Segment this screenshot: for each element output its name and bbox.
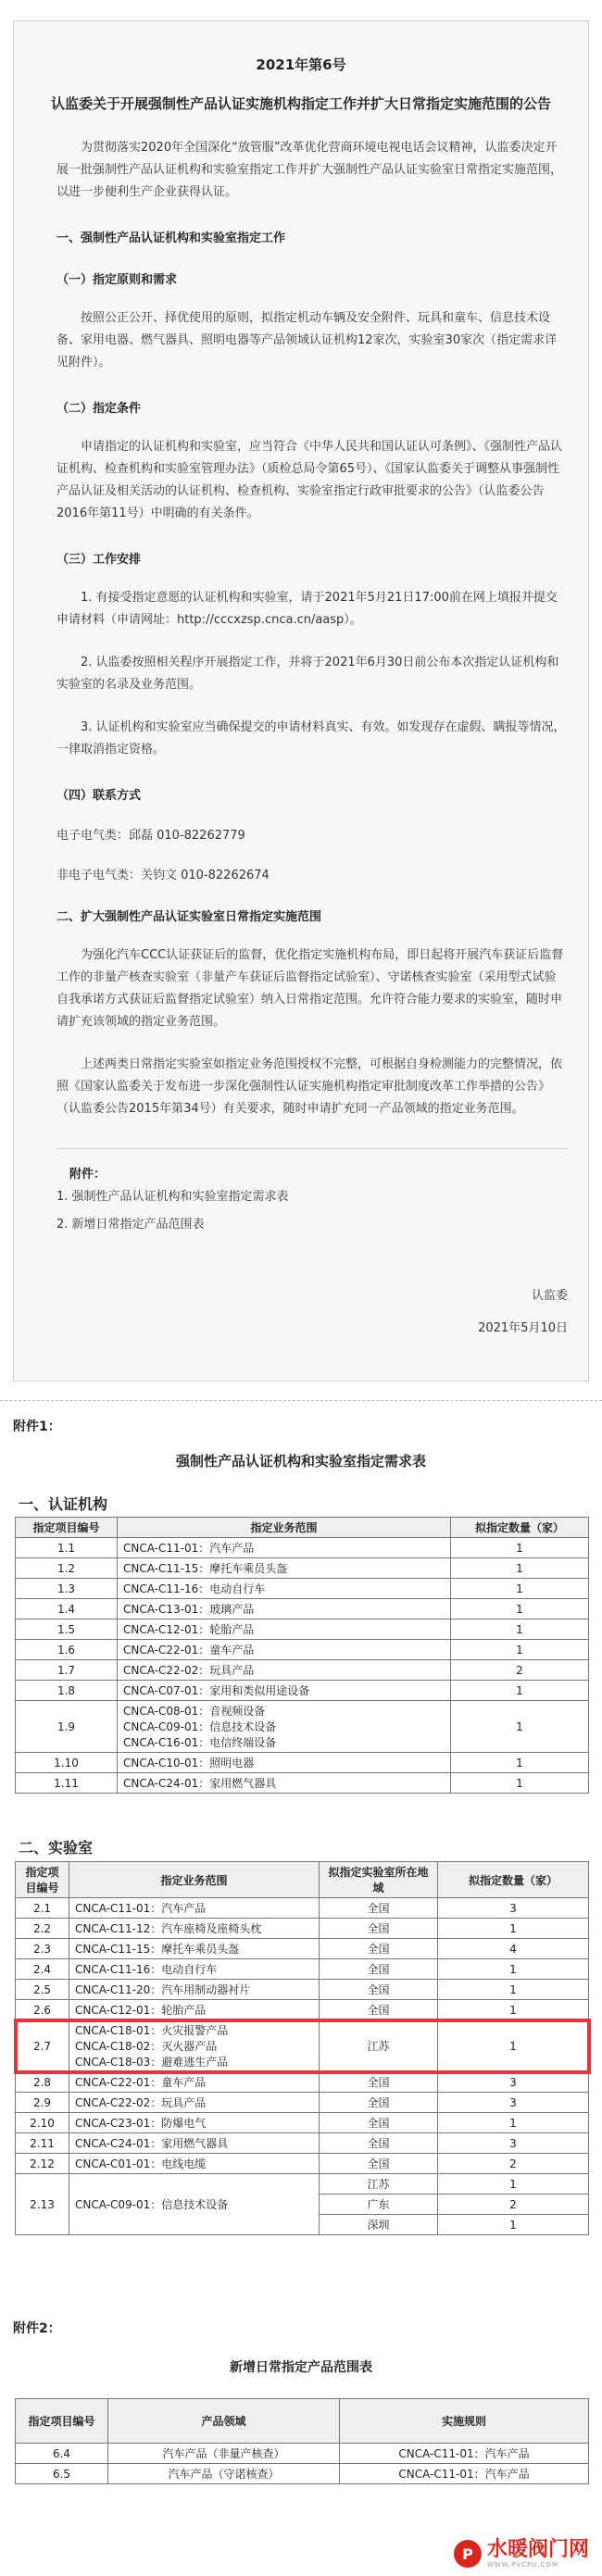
- scope-cell: [118, 1701, 451, 1753]
- count-cell: 1: [451, 1619, 589, 1640]
- region-cell: 全国: [320, 1919, 438, 1939]
- count-cell: 4: [438, 1939, 589, 1959]
- table-row: [16, 2133, 589, 2154]
- item-number-cell: 1.9: [16, 1701, 118, 1753]
- count-cell: 1: [438, 2215, 589, 2235]
- region-cell: 全国: [320, 1980, 438, 2000]
- item-number-cell: 2.4: [16, 1959, 69, 1980]
- column-header: 实施规则: [340, 2399, 589, 2444]
- table-row: [16, 1619, 589, 1640]
- scope-line: CNCA-C08-01：音视频设备: [123, 1705, 266, 1718]
- signature: 认监委: [531, 1289, 568, 1303]
- scope-cell: [69, 2000, 320, 2020]
- scope-cell: [69, 1980, 320, 2000]
- watermark-url: WWW.PVCPU.COM: [486, 2561, 559, 2569]
- scope-line: CNCA-C10-01：照明电器: [123, 1757, 255, 1769]
- scope-line: CNCA-C12-01：轮胎产品: [75, 2004, 207, 2017]
- scope-line: CNCA-C12-01：轮胎产品: [123, 1623, 255, 1636]
- scope-line: CNCA-C22-02：玩具产品: [123, 1664, 255, 1677]
- count-cell: 1: [451, 1579, 589, 1599]
- scope-cell: [118, 1538, 451, 1558]
- table-row: [16, 1701, 589, 1753]
- item-number-cell: 2.3: [16, 1939, 69, 1959]
- table-row: [16, 2444, 589, 2464]
- item-number-cell: 1.6: [16, 1640, 118, 1660]
- table-row: [16, 2113, 589, 2133]
- count-cell: 2: [451, 1660, 589, 1681]
- region-cell: 全国: [320, 2093, 438, 2113]
- item-number-cell: 2.5: [16, 1980, 69, 2000]
- table-row: [16, 2174, 589, 2195]
- subsection-1-1-text: 按照公正公开、择优使用的原则，拟指定机动车辆及安全附件、玩具和童车、信息技术设备、家用电器、燃气器具、照明电器等产品领域认证机构12家次，实验室30家次（指定需求详见附件）。: [56, 311, 558, 369]
- attachment-2-title: 新增日常指定产品范围表: [230, 2360, 372, 2375]
- contact-electrical: 电子电气类：邱磊 010-82262779: [56, 829, 245, 843]
- region-cell: 深圳: [320, 2215, 438, 2235]
- count-cell: 1: [438, 1980, 589, 2000]
- scope-line: CNCA-C18-03：避难逃生产品: [75, 2056, 229, 2069]
- count-cell: 1: [438, 2000, 589, 2020]
- region-cell: 全国: [320, 1898, 438, 1919]
- count-cell: 1: [451, 1681, 589, 1701]
- watermark-logo-icon: P: [454, 2540, 482, 2568]
- item-number-cell: 2.8: [16, 2072, 69, 2093]
- scope-line: CNCA-C11-16：电动自行车: [123, 1582, 266, 1595]
- region-cell: 江苏: [320, 2174, 438, 2195]
- count-cell: 1: [438, 2020, 589, 2072]
- scope-line: CNCA-C24-01：家用燃气器具: [123, 1777, 277, 1790]
- scope-cell: [118, 1660, 451, 1681]
- section-2-text-1: 为强化汽车CCC认证获证后的监督，优化指定实施机构布局，即日起将开展汽车获证后监督工作的非量产核查实验室（非量产车获证后监督指定试验室）、守诺核查实验室（采用型式试验自我承诺方式获证后监督指定试验室）纳入日常指定范围。允许符合能力要求的实验室，随时申请扩充该领域的指定业务范围。: [56, 948, 564, 1029]
- table-row: [16, 1980, 589, 2000]
- scope-cell: [69, 2113, 320, 2133]
- scope-line: CNCA-C07-01：家用和类似用途设备: [123, 1684, 310, 1697]
- scope-cell: [118, 1681, 451, 1701]
- scope-line: CNCA-C18-01：火灾报警产品: [75, 2024, 229, 2037]
- intro-paragraph: 为贯彻落实2020年全国深化“放管服”改革优化营商环境电视电话会议精神，认监委决定开展一批强制性产品认证机构和实验室指定工作并扩大强制性产品认证实验室日常指定实施范围，以进一步便利生产企业获得认证。: [56, 141, 563, 199]
- cert-body-section-label: 一、认证机构: [19, 1495, 108, 1513]
- count-cell: 3: [438, 2133, 589, 2154]
- section-1-heading: 一、强制性产品认证机构和实验室指定工作: [56, 231, 286, 245]
- attachment-1-label: 附件1：: [13, 1419, 61, 1434]
- column-header: 拟指定数量（家）: [451, 1518, 589, 1538]
- table-row: [16, 1898, 589, 1919]
- item-number-cell: 2.11: [16, 2133, 69, 2154]
- attachment-1-title: 强制性产品认证机构和实验室指定需求表: [175, 1453, 426, 1469]
- column-header: 拟指定数量（家）: [438, 1862, 589, 1898]
- column-header: 拟指定实验室所在地域: [320, 1862, 438, 1898]
- count-cell: 1: [438, 2174, 589, 2195]
- count-cell: 1: [451, 1558, 589, 1579]
- item-number-cell: 1.3: [16, 1579, 118, 1599]
- table-row: [16, 1919, 589, 1939]
- scope-cell: [69, 1959, 320, 1980]
- rule-cell: CNCA-C11-01：汽车产品: [340, 2444, 589, 2464]
- subsection-1-2-text: 申请指定的认证机构和实验室，应当符合《中华人民共和国认证认可条例》、《强制性产品认证机构、检查机构和实验室管理办法》（质检总局令第65号）、《国家认监委关于调整从事强制性产品认证及相关活动的认证机构、检查机构、实验室指定行政审批要求的公告》（认监委公告2016年第11号）中明确的有关条件。: [56, 440, 563, 520]
- notice-date: 2021年5月10日: [478, 1321, 568, 1335]
- scope-cell: [118, 1558, 451, 1579]
- table-row: [16, 1773, 589, 1794]
- table-row: [16, 2464, 589, 2484]
- scope-line: CNCA-C22-01：童车产品: [123, 1644, 255, 1657]
- scope-line: CNCA-C24-01：家用燃气器具: [75, 2137, 229, 2150]
- new-scope-table: [15, 2398, 589, 2484]
- item-number-cell: 2.7: [16, 2020, 69, 2072]
- subsection-1-4-heading: （四）联系方式: [56, 789, 142, 803]
- attachment-2-label: 附件2：: [13, 2321, 61, 2336]
- count-cell: 2: [438, 2154, 589, 2174]
- attachments-heading: 附件：: [69, 1168, 107, 1182]
- attachment-link-1: 1. 强制性产品认证机构和实验室指定需求表: [56, 1190, 289, 1204]
- count-cell: 3: [438, 2072, 589, 2093]
- watermark-text: 水暖阀门网: [486, 2538, 589, 2561]
- table-row: [16, 2072, 589, 2093]
- table-header-row: [16, 2399, 589, 2444]
- region-cell: 全国: [320, 1959, 438, 1980]
- lab-section-label: 二、实验室: [19, 1839, 94, 1857]
- field-cell: 汽车产品（非量产核查）: [108, 2444, 340, 2464]
- scope-cell: [69, 2154, 320, 2174]
- scope-line: CNCA-C11-16：电动自行车: [75, 1963, 218, 1976]
- scope-cell: [69, 1898, 320, 1919]
- column-header: 产品领域: [108, 2399, 340, 2444]
- scope-line: CNCA-C11-01：汽车产品: [75, 1902, 207, 1915]
- divider: [0, 1400, 602, 1401]
- table-row: [16, 1538, 589, 1558]
- column-header: 指定业务范围: [118, 1518, 451, 1538]
- scope-cell: [118, 1753, 451, 1773]
- item-number-cell: 1.4: [16, 1599, 118, 1619]
- region-cell: 全国: [320, 1939, 438, 1959]
- scope-cell: [69, 2133, 320, 2154]
- arrangement-item-2: 2. 认监委按照相关程序开展指定工作，并将于2021年6月30日前公布本次指定认证机构和实验室的名录及业务范围。: [56, 656, 559, 692]
- item-number-cell: 1.10: [16, 1753, 118, 1773]
- count-cell: 3: [438, 1898, 589, 1919]
- scope-cell: [118, 1773, 451, 1794]
- item-number-cell: 2.13: [16, 2174, 69, 2235]
- item-number-cell: 2.6: [16, 2000, 69, 2020]
- cert-body-table: [15, 1517, 589, 1794]
- item-number-cell: 2.2: [16, 1919, 69, 1939]
- scope-line: CNCA-C23-01：防爆电气: [75, 2117, 207, 2130]
- count-cell: 1: [438, 2113, 589, 2133]
- notice-title: 认监委关于开展强制性产品认证实施机构指定工作并扩大日常指定实施范围的公告: [50, 95, 551, 112]
- column-header: 指定业务范围: [69, 1862, 320, 1898]
- table-header-row: [16, 1862, 589, 1898]
- table-row: [16, 1681, 589, 1701]
- scope-cell: [118, 1640, 451, 1660]
- lab-table: [15, 1861, 589, 2235]
- item-number-cell: 1.7: [16, 1660, 118, 1681]
- count-cell: 3: [438, 2093, 589, 2113]
- table-row: [16, 1959, 589, 1980]
- table-row: [16, 1599, 589, 1619]
- subsection-1-2-heading: （二）指定条件: [56, 402, 142, 416]
- section-2-text-2: 上述两类日常指定实验室如指定业务范围授权不完整，可根据自身检测能力的完整情况，依照《国家认监委关于发布进一步深化强制性认证实施机构指定审批制度改革工作举措的公告》（认监委公告2015年第34号）有关要求，随时申请扩充同一产品领域的指定业务范围。: [56, 1057, 563, 1116]
- table-row: [16, 1558, 589, 1579]
- item-number-cell: 1.2: [16, 1558, 118, 1579]
- item-number-cell: 6.5: [16, 2464, 108, 2484]
- region-cell: 广东: [320, 2195, 438, 2215]
- rule-cell: CNCA-C11-01：汽车产品: [340, 2464, 589, 2484]
- count-cell: 1: [451, 1753, 589, 1773]
- table-row: [16, 1939, 589, 1959]
- table-row: [16, 2093, 589, 2113]
- region-cell: 全国: [320, 2113, 438, 2133]
- item-number-cell: 2.12: [16, 2154, 69, 2174]
- scope-line: CNCA-C13-01：玻璃产品: [123, 1603, 255, 1616]
- scope-line: CNCA-C01-01：电线电缆: [75, 2157, 207, 2170]
- region-cell: 全国: [320, 2133, 438, 2154]
- scope-line: CNCA-C22-01：童车产品: [75, 2076, 207, 2089]
- column-header: 指定项目编号: [16, 1518, 118, 1538]
- table-row: [16, 2020, 589, 2072]
- table-row: [16, 2154, 589, 2174]
- scope-cell: [69, 2093, 320, 2113]
- region-cell: 全国: [320, 2154, 438, 2174]
- item-number-cell: 1.1: [16, 1538, 118, 1558]
- table-row: [16, 1753, 589, 1773]
- count-cell: 1: [451, 1773, 589, 1794]
- count-cell: 1: [451, 1599, 589, 1619]
- item-number-cell: 6.4: [16, 2444, 108, 2464]
- site-watermark: [454, 2539, 589, 2569]
- field-cell: 汽车产品（守诺核查）: [108, 2464, 340, 2484]
- scope-line: CNCA-C11-20：汽车用制动器衬片: [75, 1983, 251, 1996]
- contact-non-electrical: 非电子电气类：关钧文 010-82262674: [56, 869, 270, 882]
- scope-cell: [118, 1599, 451, 1619]
- item-number-cell: 2.1: [16, 1898, 69, 1919]
- scope-line: CNCA-C09-01：信息技术设备: [123, 1720, 277, 1733]
- scope-line: CNCA-C16-01：电信终端设备: [123, 1736, 277, 1749]
- scope-cell: [69, 2174, 320, 2235]
- scope-line: CNCA-C11-01：汽车产品: [123, 1542, 255, 1555]
- column-header: 指定项目编号: [16, 1862, 69, 1898]
- count-cell: 1: [451, 1538, 589, 1558]
- item-number-cell: 2.10: [16, 2113, 69, 2133]
- table-row: [16, 1640, 589, 1660]
- region-cell: 全国: [320, 2072, 438, 2093]
- region-cell: 江苏: [320, 2020, 438, 2072]
- region-cell: 全国: [320, 2000, 438, 2020]
- count-cell: 1: [438, 1919, 589, 1939]
- table-row: [16, 1579, 589, 1599]
- scope-cell: [69, 2020, 320, 2072]
- scope-cell: [118, 1619, 451, 1640]
- count-cell: 1: [451, 1640, 589, 1660]
- table-header-row: [16, 1518, 589, 1538]
- attachments-box: [56, 1148, 568, 1237]
- arrangement-item-3: 3. 认证机构和实验室应当确保提交的申请材料真实、有效。如发现存在虚假、瞒报等情况，一律取消指定资格。: [56, 720, 566, 757]
- subsection-1-1-heading: （一）指定原则和需求: [56, 273, 178, 287]
- scope-cell: [69, 2072, 320, 2093]
- scope-cell: [69, 1939, 320, 1959]
- scope-cell: [118, 1579, 451, 1599]
- item-number-cell: 2.9: [16, 2093, 69, 2113]
- item-number-cell: 1.5: [16, 1619, 118, 1640]
- table-row: [16, 2000, 589, 2020]
- scope-line: CNCA-C11-15：摩托车乘员头盔: [75, 1943, 240, 1956]
- count-cell: 1: [438, 1959, 589, 1980]
- scope-line: CNCA-C18-02：灭火器产品: [75, 2040, 218, 2053]
- scope-line: CNCA-C09-01：信息技术设备: [75, 2198, 229, 2211]
- scope-line: CNCA-C11-15：摩托车乘员头盔: [123, 1562, 288, 1575]
- count-cell: 1: [451, 1701, 589, 1753]
- item-number-cell: 1.8: [16, 1681, 118, 1701]
- column-header: 指定项目编号: [16, 2399, 108, 2444]
- item-number-cell: 1.11: [16, 1773, 118, 1794]
- scope-line: CNCA-C11-12：汽车座椅及座椅头枕: [75, 1922, 262, 1935]
- scope-line: CNCA-C22-02：玩具产品: [75, 2096, 207, 2109]
- announcement-card: [13, 20, 589, 1382]
- count-cell: 2: [438, 2195, 589, 2215]
- notice-number: 2021年第6号: [256, 56, 346, 73]
- table-row: [16, 1660, 589, 1681]
- subsection-1-3-heading: （三）工作安排: [56, 553, 142, 567]
- arrangement-item-1: 1. 有接受指定意愿的认证机构和实验室，请于2021年5月21日17:00前在网上填报并提交申请材料（申请网址：http://cccxzsp.cnca.cn/aasp）。: [56, 591, 558, 627]
- scope-cell: [69, 1919, 320, 1939]
- attachment-link-2: 2. 新增日常指定产品范围表: [56, 1218, 205, 1232]
- section-2-heading: 二、扩大强制性产品认证实验室日常指定实施范围: [56, 910, 322, 924]
